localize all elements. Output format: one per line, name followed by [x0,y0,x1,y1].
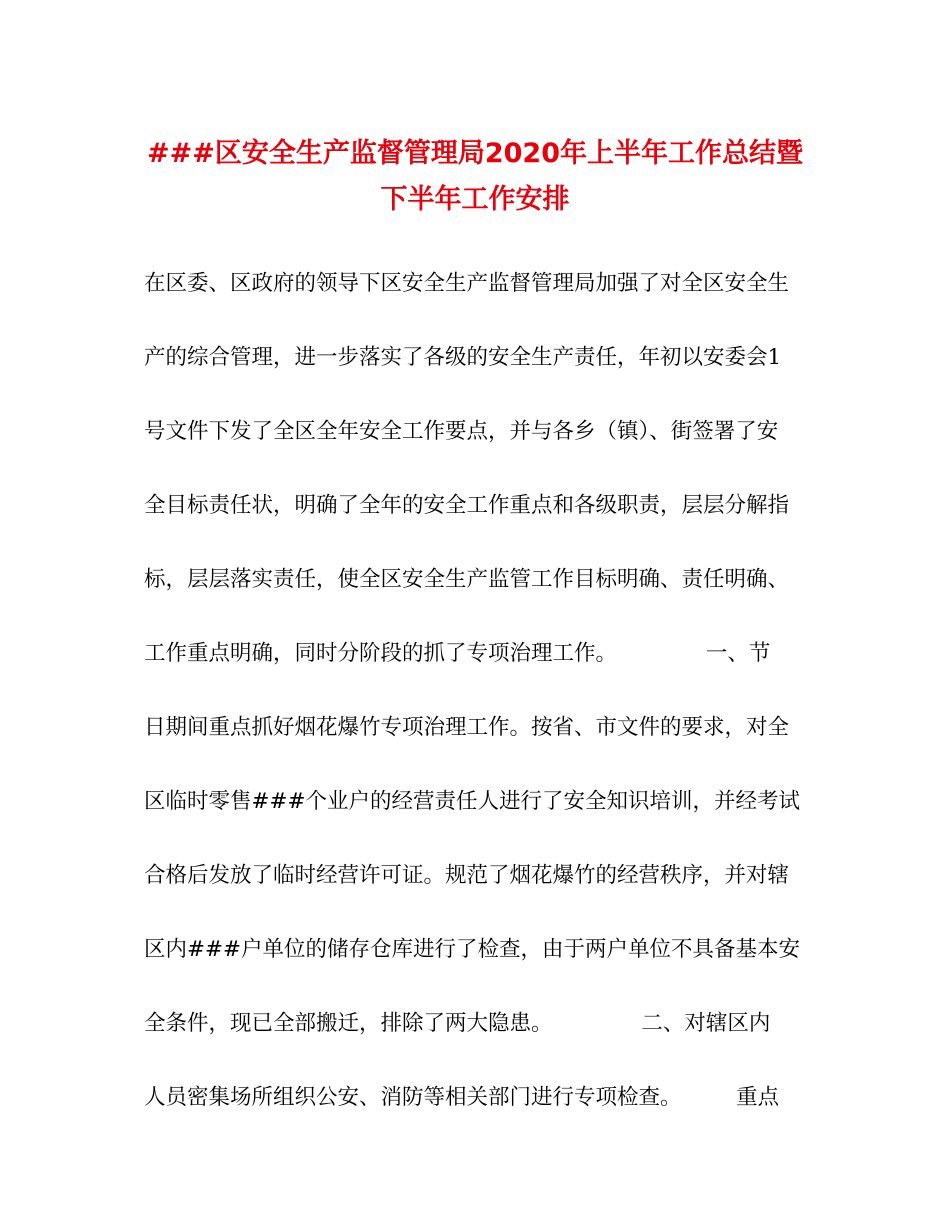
body-line-11: 全条件，现已全部搬迁，排除了两大隐患。 二、对辖区内 [144,1011,771,1036]
body-line-5: 标，层层落实责任，使全区安全生产监管工作目标明确、责任明确、 [144,567,790,592]
body-line-4: 全目标责任状，明确了全年的安全工作重点和各级职责，层层分解指 [144,493,790,518]
body-line-6: 工作重点明确，同时分阶段的抓了专项治理工作。 一、节 [144,641,771,666]
document-title-line-2: 下半年工作安排 [380,184,570,215]
body-line-8: 区临时零售###个业户的经营责任人进行了安全知识培训，并经考试 [144,789,801,814]
body-line-1: 在区委、区政府的领导下区安全生产监督管理局加强了对全区安全生 [144,271,790,296]
body-line-3: 号文件下发了全区全年安全工作要点，并与各乡（镇）、街签署了安 [144,419,779,444]
body-line-12: 人员密集场所组织公安、消防等相关部门进行专项检查。 重点 [144,1085,780,1110]
body-line-2: 产的综合管理，进一步落实了各级的安全生产责任，年初以安委会1 [144,345,782,370]
document-title-line-1: ###区安全生产监督管理局2020年上半年工作总结暨 [146,138,803,169]
body-line-10: 区内###户单位的储存仓库进行了检查，由于两户单位不具备基本安 [144,937,801,962]
body-line-9: 合格后发放了临时经营许可证。规范了烟花爆竹的经营秩序，并对辖 [144,863,790,888]
body-line-7: 日期间重点抓好烟花爆竹专项治理工作。按省、市文件的要求，对全 [144,715,790,740]
